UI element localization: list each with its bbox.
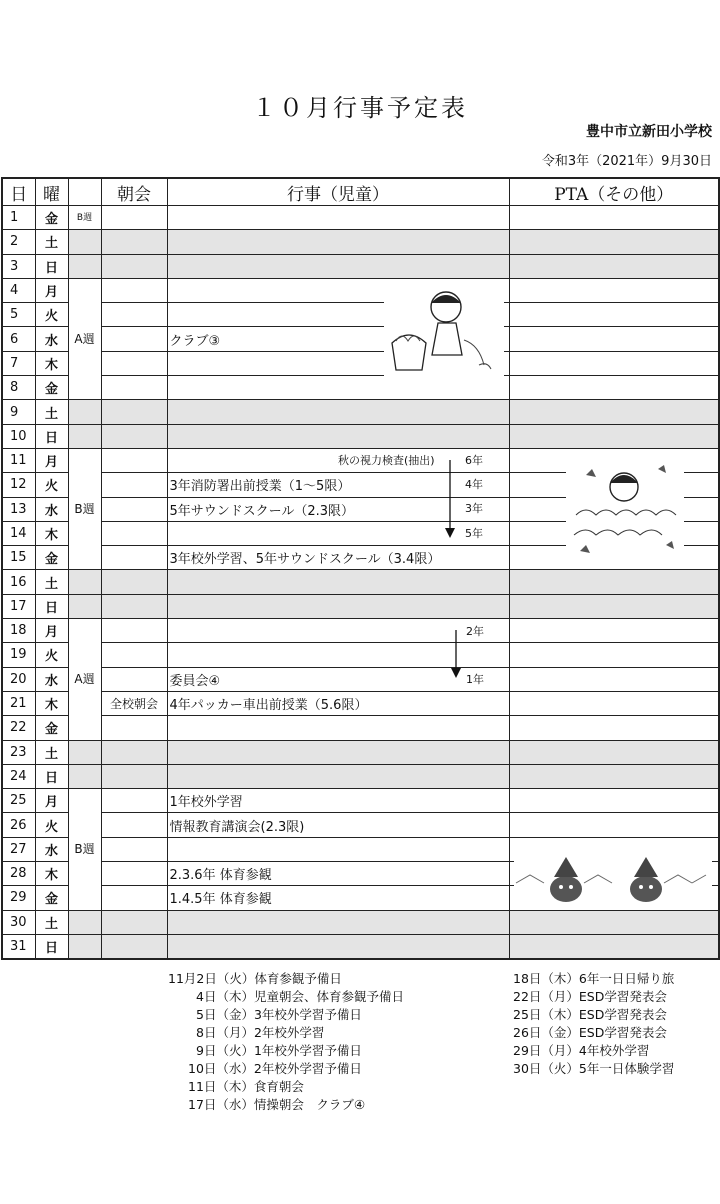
event-cell <box>167 837 509 861</box>
day-cell: 5 <box>2 303 35 327</box>
event-cell: 3年校外学習、5年サウンドスクール（3.4限） <box>167 546 509 570</box>
weekday-cell: 水 <box>35 667 68 691</box>
day-cell: 24 <box>2 764 35 788</box>
school-name: 豊中市立新田小学校 <box>586 124 712 140</box>
assembly-cell <box>101 424 167 448</box>
table-row <box>2 789 719 813</box>
event-cell <box>167 424 509 448</box>
arrow-down-icon <box>447 630 465 680</box>
event-cell <box>167 594 509 618</box>
week-label-cell <box>68 254 101 278</box>
weekday-cell: 火 <box>35 303 68 327</box>
assembly-cell <box>101 934 167 959</box>
table-row <box>2 764 719 788</box>
pta-cell <box>509 400 719 424</box>
table-row <box>2 594 719 618</box>
header-pta: PTA（その他） <box>509 178 719 206</box>
day-cell: 23 <box>2 740 35 764</box>
note-item: 8日（月）2年校外学習 <box>196 1025 325 1040</box>
header-day: 日 <box>2 178 35 206</box>
event-cell <box>167 400 509 424</box>
event-cell <box>167 910 509 934</box>
assembly-cell <box>101 740 167 764</box>
day-cell: 9 <box>2 400 35 424</box>
pta-cell <box>509 764 719 788</box>
pta-cell <box>509 740 719 764</box>
week-label-cell <box>68 570 101 594</box>
event-cell <box>167 764 509 788</box>
weekday-cell: 火 <box>35 813 68 837</box>
day-cell: 21 <box>2 691 35 715</box>
pta-cell <box>509 254 719 278</box>
event-cell: 3年消防署出前授業（1～5限） <box>167 473 509 497</box>
table-row <box>2 667 719 691</box>
assembly-cell <box>101 278 167 302</box>
assembly-cell <box>101 400 167 424</box>
note-item: 9日（火）1年校外学習予備日 <box>196 1043 362 1058</box>
table-row <box>2 740 719 764</box>
assembly-cell <box>101 837 167 861</box>
day-cell: 22 <box>2 716 35 740</box>
assembly-cell <box>101 643 167 667</box>
pta-cell <box>509 278 719 302</box>
day-cell: 29 <box>2 886 35 910</box>
weekday-cell: 土 <box>35 910 68 934</box>
page-title: １０月行事予定表 <box>252 94 468 122</box>
upcoming-events-right <box>513 970 674 1078</box>
week-label-cell <box>68 424 101 448</box>
table-row <box>2 643 719 667</box>
day-cell: 1 <box>2 206 35 230</box>
note-item: 30日（火）5年一日体験学習 <box>513 1061 675 1076</box>
pta-cell <box>509 376 719 400</box>
note-item: 17日（水）情操朝会 クラブ④ <box>188 1097 366 1112</box>
event-cell <box>167 254 509 278</box>
vision-grade-5: 2年 <box>466 625 484 638</box>
table-row <box>2 230 719 254</box>
assembly-cell <box>101 473 167 497</box>
assembly-cell <box>101 230 167 254</box>
weekday-cell: 木 <box>35 521 68 545</box>
event-cell: クラブ③ <box>167 327 509 351</box>
vision-grade-1: 6年 <box>465 454 483 467</box>
day-cell: 25 <box>2 789 35 813</box>
table-row <box>2 376 719 400</box>
day-cell: 2 <box>2 230 35 254</box>
schedule-table <box>1 177 720 960</box>
vision-grade-3: 3年 <box>465 502 483 515</box>
weekday-cell: 日 <box>35 424 68 448</box>
event-cell: 1年校外学習 <box>167 789 509 813</box>
table-row <box>2 813 719 837</box>
vision-check-label: 秋の視力検査(抽出) <box>338 454 435 467</box>
note-item: 22日（月）ESD学習発表会 <box>513 989 667 1004</box>
note-item: 11月2日（火）体育参観予備日 <box>168 971 342 986</box>
child-in-leaves-illustration <box>566 455 684 560</box>
event-cell: 5年サウンドスクール（2.3限） <box>167 497 509 521</box>
pta-cell <box>509 230 719 254</box>
event-cell <box>167 934 509 959</box>
event-cell <box>167 206 509 230</box>
note-item: 11日（木）食育朝会 <box>188 1079 304 1094</box>
assembly-cell <box>101 619 167 643</box>
event-cell <box>167 570 509 594</box>
day-cell: 18 <box>2 619 35 643</box>
header-dow: 曜 <box>35 178 68 206</box>
day-cell: 20 <box>2 667 35 691</box>
assembly-cell <box>101 327 167 351</box>
table-row <box>2 910 719 934</box>
pta-cell <box>509 424 719 448</box>
week-label-cell <box>68 740 101 764</box>
assembly-cell <box>101 254 167 278</box>
assembly-cell <box>101 716 167 740</box>
weekday-cell: 月 <box>35 448 68 472</box>
day-cell: 31 <box>2 934 35 959</box>
vision-grade-4: 5年 <box>465 527 483 540</box>
weekday-cell: 月 <box>35 619 68 643</box>
pta-cell <box>509 934 719 959</box>
day-cell: 17 <box>2 594 35 618</box>
table-row <box>2 424 719 448</box>
pta-cell <box>509 206 719 230</box>
schedule-body <box>2 206 719 960</box>
assembly-cell <box>101 789 167 813</box>
day-cell: 27 <box>2 837 35 861</box>
header-assembly: 朝会 <box>101 178 167 206</box>
note-item: 10日（水）2年校外学習予備日 <box>188 1061 362 1076</box>
pta-cell <box>509 570 719 594</box>
day-cell: 10 <box>2 424 35 448</box>
pta-cell <box>509 667 719 691</box>
event-cell <box>167 716 509 740</box>
weekday-cell: 土 <box>35 230 68 254</box>
weekday-cell: 日 <box>35 934 68 959</box>
weekday-cell: 金 <box>35 206 68 230</box>
day-cell: 4 <box>2 278 35 302</box>
weekday-cell: 水 <box>35 327 68 351</box>
day-cell: 11 <box>2 448 35 472</box>
weekday-cell: 木 <box>35 351 68 375</box>
event-cell <box>167 230 509 254</box>
day-cell: 30 <box>2 910 35 934</box>
table-row <box>2 254 719 278</box>
table-row <box>2 327 719 351</box>
week-label-cell: B週 <box>68 448 101 569</box>
vision-grade-6: 1年 <box>466 673 484 686</box>
note-item: 4日（木）児童朝会、体育参観予備日 <box>196 989 404 1004</box>
week-label-cell: A週 <box>68 278 101 399</box>
assembly-cell <box>101 376 167 400</box>
assembly-cell <box>101 303 167 327</box>
weekday-cell: 金 <box>35 376 68 400</box>
assembly-cell <box>101 862 167 886</box>
upcoming-events-left <box>168 970 404 1114</box>
table-header-row <box>2 178 719 206</box>
pta-cell <box>509 716 719 740</box>
event-cell <box>167 740 509 764</box>
weekday-cell: 土 <box>35 400 68 424</box>
note-item: 5日（金）3年校外学習予備日 <box>196 1007 362 1022</box>
note-item: 26日（金）ESD学習発表会 <box>513 1025 667 1040</box>
week-label-cell <box>68 910 101 934</box>
note-item: 18日（木）6年一日日帰り旅 <box>513 971 675 986</box>
weekday-cell: 木 <box>35 862 68 886</box>
table-row <box>2 303 719 327</box>
weekday-cell: 金 <box>35 716 68 740</box>
table-row <box>2 934 719 959</box>
week-label-cell <box>68 594 101 618</box>
pta-cell <box>509 691 719 715</box>
weekday-cell: 水 <box>35 497 68 521</box>
pta-cell <box>509 351 719 375</box>
table-row <box>2 206 719 230</box>
table-row <box>2 570 719 594</box>
day-cell: 26 <box>2 813 35 837</box>
week-label-cell: A週 <box>68 619 101 740</box>
day-cell: 19 <box>2 643 35 667</box>
assembly-cell <box>101 886 167 910</box>
assembly-cell <box>101 546 167 570</box>
table-row <box>2 351 719 375</box>
event-cell: 1.4.5年 体育参観 <box>167 886 509 910</box>
event-cell: 4年パッカー車出前授業（5.6限） <box>167 691 509 715</box>
assembly-cell <box>101 521 167 545</box>
weekday-cell: 火 <box>35 643 68 667</box>
weekday-cell: 月 <box>35 789 68 813</box>
table-row <box>2 619 719 643</box>
day-cell: 28 <box>2 862 35 886</box>
header-events: 行事（児童） <box>167 178 509 206</box>
day-cell: 14 <box>2 521 35 545</box>
day-cell: 3 <box>2 254 35 278</box>
vision-grade-2: 4年 <box>465 478 483 491</box>
weekday-cell: 水 <box>35 837 68 861</box>
pta-cell <box>509 789 719 813</box>
weekday-cell: 木 <box>35 691 68 715</box>
day-cell: 8 <box>2 376 35 400</box>
table-row <box>2 278 719 302</box>
table-row <box>2 400 719 424</box>
week-label-cell <box>68 400 101 424</box>
day-cell: 7 <box>2 351 35 375</box>
weekday-cell: 日 <box>35 764 68 788</box>
week-label-cell <box>68 230 101 254</box>
week-label-cell: B週 <box>68 789 101 910</box>
pta-cell <box>509 327 719 351</box>
assembly-cell <box>101 448 167 472</box>
pta-cell <box>509 643 719 667</box>
event-cell: 委員会④ <box>167 667 509 691</box>
pta-cell <box>509 813 719 837</box>
event-cell: 2.3.6年 体育参観 <box>167 862 509 886</box>
assembly-cell <box>101 764 167 788</box>
day-cell: 13 <box>2 497 35 521</box>
note-item: 25日（木）ESD学習発表会 <box>513 1007 667 1022</box>
weekday-cell: 月 <box>35 278 68 302</box>
issue-date: 令和3年（2021年）9月30日 <box>541 154 712 169</box>
pta-cell <box>509 910 719 934</box>
assembly-cell <box>101 667 167 691</box>
note-item: 29日（月）4年校外学習 <box>513 1043 650 1058</box>
arrow-down-icon <box>440 460 460 540</box>
weekday-cell: 日 <box>35 594 68 618</box>
weekday-cell: 日 <box>35 254 68 278</box>
day-cell: 15 <box>2 546 35 570</box>
week-label-cell: B週 <box>68 206 101 230</box>
week-label-cell <box>68 764 101 788</box>
weekday-cell: 土 <box>35 740 68 764</box>
assembly-cell <box>101 910 167 934</box>
assembly-cell <box>101 594 167 618</box>
assembly-cell <box>101 497 167 521</box>
assembly-cell <box>101 813 167 837</box>
event-cell: 情報教育講演会(2.3限) <box>167 813 509 837</box>
week-label-cell <box>68 934 101 959</box>
halloween-illustration <box>514 853 712 907</box>
pta-cell <box>509 619 719 643</box>
assembly-cell <box>101 351 167 375</box>
day-cell: 12 <box>2 473 35 497</box>
assembly-cell: 全校朝会 <box>101 691 167 715</box>
day-cell: 6 <box>2 327 35 351</box>
assembly-cell <box>101 206 167 230</box>
day-cell: 16 <box>2 570 35 594</box>
table-row <box>2 716 719 740</box>
weekday-cell: 火 <box>35 473 68 497</box>
pta-cell <box>509 594 719 618</box>
weekday-cell: 金 <box>35 886 68 910</box>
header-week <box>68 178 101 206</box>
weekday-cell: 金 <box>35 546 68 570</box>
child-gardening-illustration <box>384 285 504 380</box>
table-row <box>2 691 719 715</box>
pta-cell <box>509 303 719 327</box>
weekday-cell: 土 <box>35 570 68 594</box>
assembly-cell <box>101 570 167 594</box>
